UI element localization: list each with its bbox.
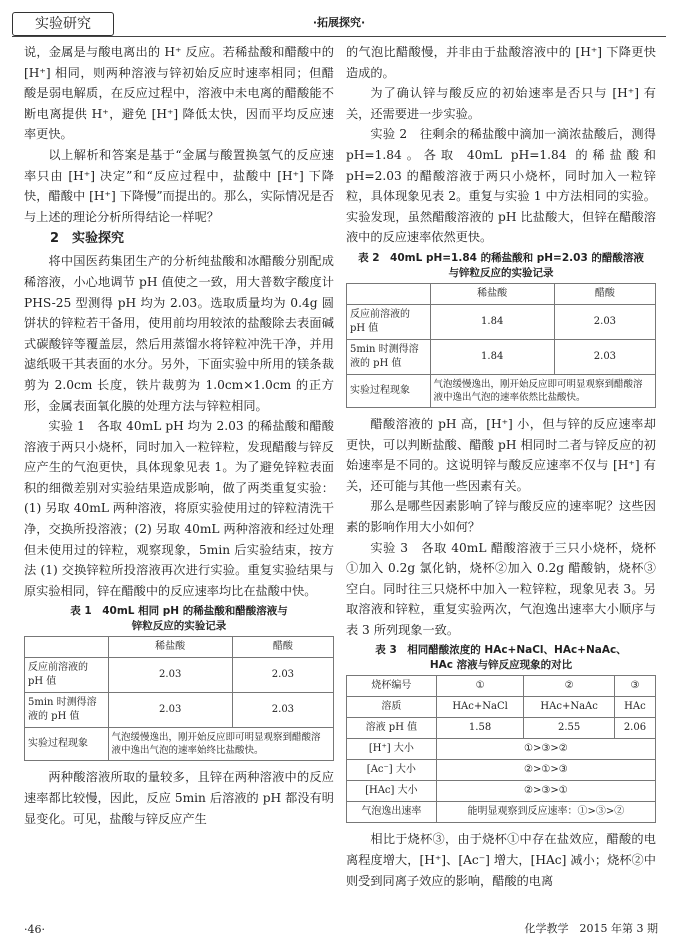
- table-header: 醋酸: [232, 637, 333, 658]
- table-cell: HAc+NaCl: [436, 697, 524, 718]
- caption-line: 锌粒反应的实验记录: [131, 620, 227, 633]
- table-cell: 2.03: [108, 658, 232, 693]
- table-cell: 2.03: [232, 658, 333, 693]
- table-row: [347, 697, 656, 718]
- table-cell: [Ac⁻] 大小: [347, 760, 437, 781]
- table-cell: 1.84: [430, 339, 554, 374]
- table-cell: 5min 时测得溶液的 pH 值: [347, 339, 431, 374]
- table-cell: 2.06: [614, 718, 655, 739]
- table3-caption: [346, 643, 656, 673]
- table-cell: HAc: [614, 697, 655, 718]
- caption-line: 表 1 40mL 相同 pH 的稀盐酸和醋酸溶液与: [70, 605, 288, 618]
- table-header: ②: [524, 676, 614, 697]
- table-row: [347, 304, 656, 339]
- section-badge: 实验研究: [12, 12, 114, 36]
- paragraph: 实验 1 各取 40mL pH 均为 2.03 的稀盐酸和醋酸溶液于两只小烧杯，同时加入一粒锌粒，发现醋酸与锌反应产生的气泡更快，具体现象见表 1。为了避免锌粒表面积的细微差别对实验结果造成影响，做了两类重复实验：(1) 另取 40mL 两种溶液，将原实验使用过的锌粒清洗干净，交换所投溶液；(2) 另取 40mL 两种溶液和经过处理但未使用过的锌粒，观察现象，5min 后实验结束，按方法 (1) 交换锌粒所投溶液再次进行实验。重复实验结果与原实验相同，锌在醋酸中的反应速率均比在盐酸中快。: [24, 419, 334, 598]
- table-cell: [H⁺] 大小: [347, 739, 437, 760]
- table-row: [347, 802, 656, 823]
- table-cell: ②>③>①: [436, 781, 655, 802]
- table-cell: 实验过程现象: [347, 374, 431, 407]
- table-cell: 溶质: [347, 697, 437, 718]
- table-cell: 2.03: [108, 693, 232, 728]
- table-row: [347, 760, 656, 781]
- caption-line: 与锌粒反应的实验记录: [448, 266, 554, 279]
- table-cell: 2.55: [524, 718, 614, 739]
- table-cell: 1.84: [430, 304, 554, 339]
- table-cell: 气泡缓慢逸出，刚开始反应即可明显观察到醋酸溶液中逸出气泡的速率始终比盐酸快。: [108, 728, 333, 761]
- paragraph: 实验 2 往剩余的稀盐酸中滴加一滴浓盐酸后，测得 pH=1.84。各取 40mL pH=1.84 的稀盐酸和 pH=2.03 的醋酸溶液于两只小烧杯，同时加入一粒锌粒，具体现象见表 2。重复与实验 1 中方法相同的实验。实验发现，虽然醋酸溶液的 pH 比盐酸大，但锌在醋酸溶液中的反应速率依然更快。: [346, 127, 656, 245]
- table-cell: [25, 637, 109, 658]
- table-cell: 气泡逸出速率: [347, 802, 437, 823]
- paragraph: 醋酸溶液的 pH 高，[H⁺] 小，但与锌的反应速率却更快，可以判断盐酸、醋酸 pH 相同时二者与锌反应的初始速率是不同的。这说明锌与酸反应速率不仅与 [H⁺] 有关，还可能与其他一些因素有关。: [346, 416, 656, 493]
- table-header: 烧杯编号: [347, 676, 437, 697]
- table-row: [25, 658, 334, 693]
- table-header: 稀盐酸: [430, 283, 554, 304]
- section-heading: 2 实验探究: [50, 231, 125, 247]
- table-row: [25, 693, 334, 728]
- table-row: [347, 283, 656, 304]
- table-row: [25, 637, 334, 658]
- paragraph: 的气泡比醋酸慢，并非由于盐酸溶液中的 [H⁺] 下降更快造成的。: [346, 45, 656, 80]
- table-row: [347, 739, 656, 760]
- table-cell: 2.03: [232, 693, 333, 728]
- paragraph: 相比于烧杯③，由于烧杯①中存在盐效应，醋酸的电离程度增大，[H⁺]、[Ac⁻] 增大，[HAc] 减小；烧杯②中则受到同离子效应的影响，醋酸的电离: [346, 832, 656, 888]
- table-header: ①: [436, 676, 524, 697]
- table-header: 醋酸: [554, 283, 655, 304]
- table-cell: 2.03: [554, 339, 655, 374]
- table-cell: ②>①>③: [436, 760, 655, 781]
- left-column: [24, 42, 334, 829]
- table-row: [347, 676, 656, 697]
- table-cell: [HAc] 大小: [347, 781, 437, 802]
- table-row: [347, 718, 656, 739]
- table-cell: [347, 283, 431, 304]
- paragraph: 实验 3 各取 40mL 醋酸溶液于三只小烧杯，烧杯①加入 0.2g 氯化钠，烧杯②加入 0.2g 醋酸钠，烧杯③空白。同时往三只烧杯中加入一粒锌粒，现象见表 3。另取溶液和锌粒，重复实验两次，气泡逸出速率大小顺序与表 3 所列现象一致。: [346, 540, 656, 637]
- table-cell: 1.58: [436, 718, 524, 739]
- journal-info: 化学教学 2015 年第 3 期: [524, 922, 658, 935]
- paragraph: 那么是哪些因素影响了锌与酸反应的速率呢？这些因素的影响作用大小如何？: [346, 499, 656, 534]
- caption-line: 表 2 40mL pH=1.84 的稀盐酸和 pH=2.03 的醋酸溶液: [358, 251, 644, 264]
- header-divider: [12, 36, 666, 37]
- right-column: [346, 42, 656, 891]
- table3: [346, 675, 656, 823]
- table-cell: 实验过程现象: [25, 728, 109, 761]
- table1: [24, 636, 334, 761]
- table-cell: 反应前溶液的 pH 值: [347, 304, 431, 339]
- table-cell: ①>③>②: [436, 739, 655, 760]
- table-header: ③: [614, 676, 655, 697]
- table-cell: 能明显观察到反应速率：①>③>②: [436, 802, 655, 823]
- table-cell: 5min 时测得溶液的 pH 值: [25, 693, 109, 728]
- table-row: [347, 781, 656, 802]
- caption-line: 表 3 相同醋酸浓度的 HAc+NaCl、HAc+NaAc、: [375, 644, 627, 657]
- table-cell: HAc+NaAc: [524, 697, 614, 718]
- table-cell: 气泡缓慢逸出，刚开始反应即可明显观察到醋酸溶液中逸出气泡的速率依然比盐酸快。: [430, 374, 655, 407]
- table-row: [347, 374, 656, 407]
- table-header: 稀盐酸: [108, 637, 232, 658]
- paragraph: 将中国医药集团生产的分析纯盐酸和冰醋酸分别配成稀溶液，小心地调节 pH 值使之一致，用大普数字酸度计 PHS-25 型测得 pH 均为 2.03。选取质量均为 0.4g 圆饼状的锌粒若干备用，使用前均用较浓的盐酸除去表面碱式碳酸锌等覆盖层，然后用蒸馏水将锌粒冲洗干净，并用滤纸吸干其表面的水分。另外，下面实验中所用的镁条裁剪为 2.0cm 长度，铁片裁剪为 1.0cm×1.0cm 的正方形，金属表面氧化膜的处理方法与锌粒相同。: [24, 254, 334, 413]
- table2-caption: [346, 251, 656, 281]
- table-cell: 溶液 pH 值: [347, 718, 437, 739]
- column-title: ·拓展探究·: [312, 16, 366, 29]
- table1-caption: [24, 604, 334, 634]
- table2: [346, 283, 656, 408]
- page-number: ·46·: [24, 923, 45, 936]
- table-row: [25, 728, 334, 761]
- table-cell: 反应前溶液的 pH 值: [25, 658, 109, 693]
- paragraph: 为了确认锌与酸反应的初始速率是否只与 [H⁺] 有关，还需要进一步实验。: [346, 86, 656, 121]
- paragraph: 两种酸溶液所取的量较多，且锌在两种溶液中的反应速率都比较慢，因此，反应 5min 后溶液的 pH 都没有明显变化。可见，盐酸与锌反应产生: [24, 770, 334, 826]
- table-row: [347, 339, 656, 374]
- caption-line: HAc 溶液与锌反应现象的对比: [429, 659, 573, 672]
- table-cell: 2.03: [554, 304, 655, 339]
- paragraph: 说，金属是与酸电离出的 H⁺ 反应。若稀盐酸和醋酸中的 [H⁺] 相同，则两种溶液与锌初始反应时速率相同；但醋酸是弱电解质，在反应过程中，溶液中未电离的醋酸能不断电离提供 H⁺，避免 [H⁺] 降低太快，因而平均反应速率更快。: [24, 45, 334, 142]
- paragraph: 以上解析和答案是基于“金属与酸置换氢气的反应速率只由 [H⁺] 决定”和“反应过程中，盐酸中 [H⁺] 下降快，醋酸中 [H⁺] 下降慢”而提出的。那么，实际情况是否与上述的理论分析所得结论一样呢？: [24, 147, 334, 224]
